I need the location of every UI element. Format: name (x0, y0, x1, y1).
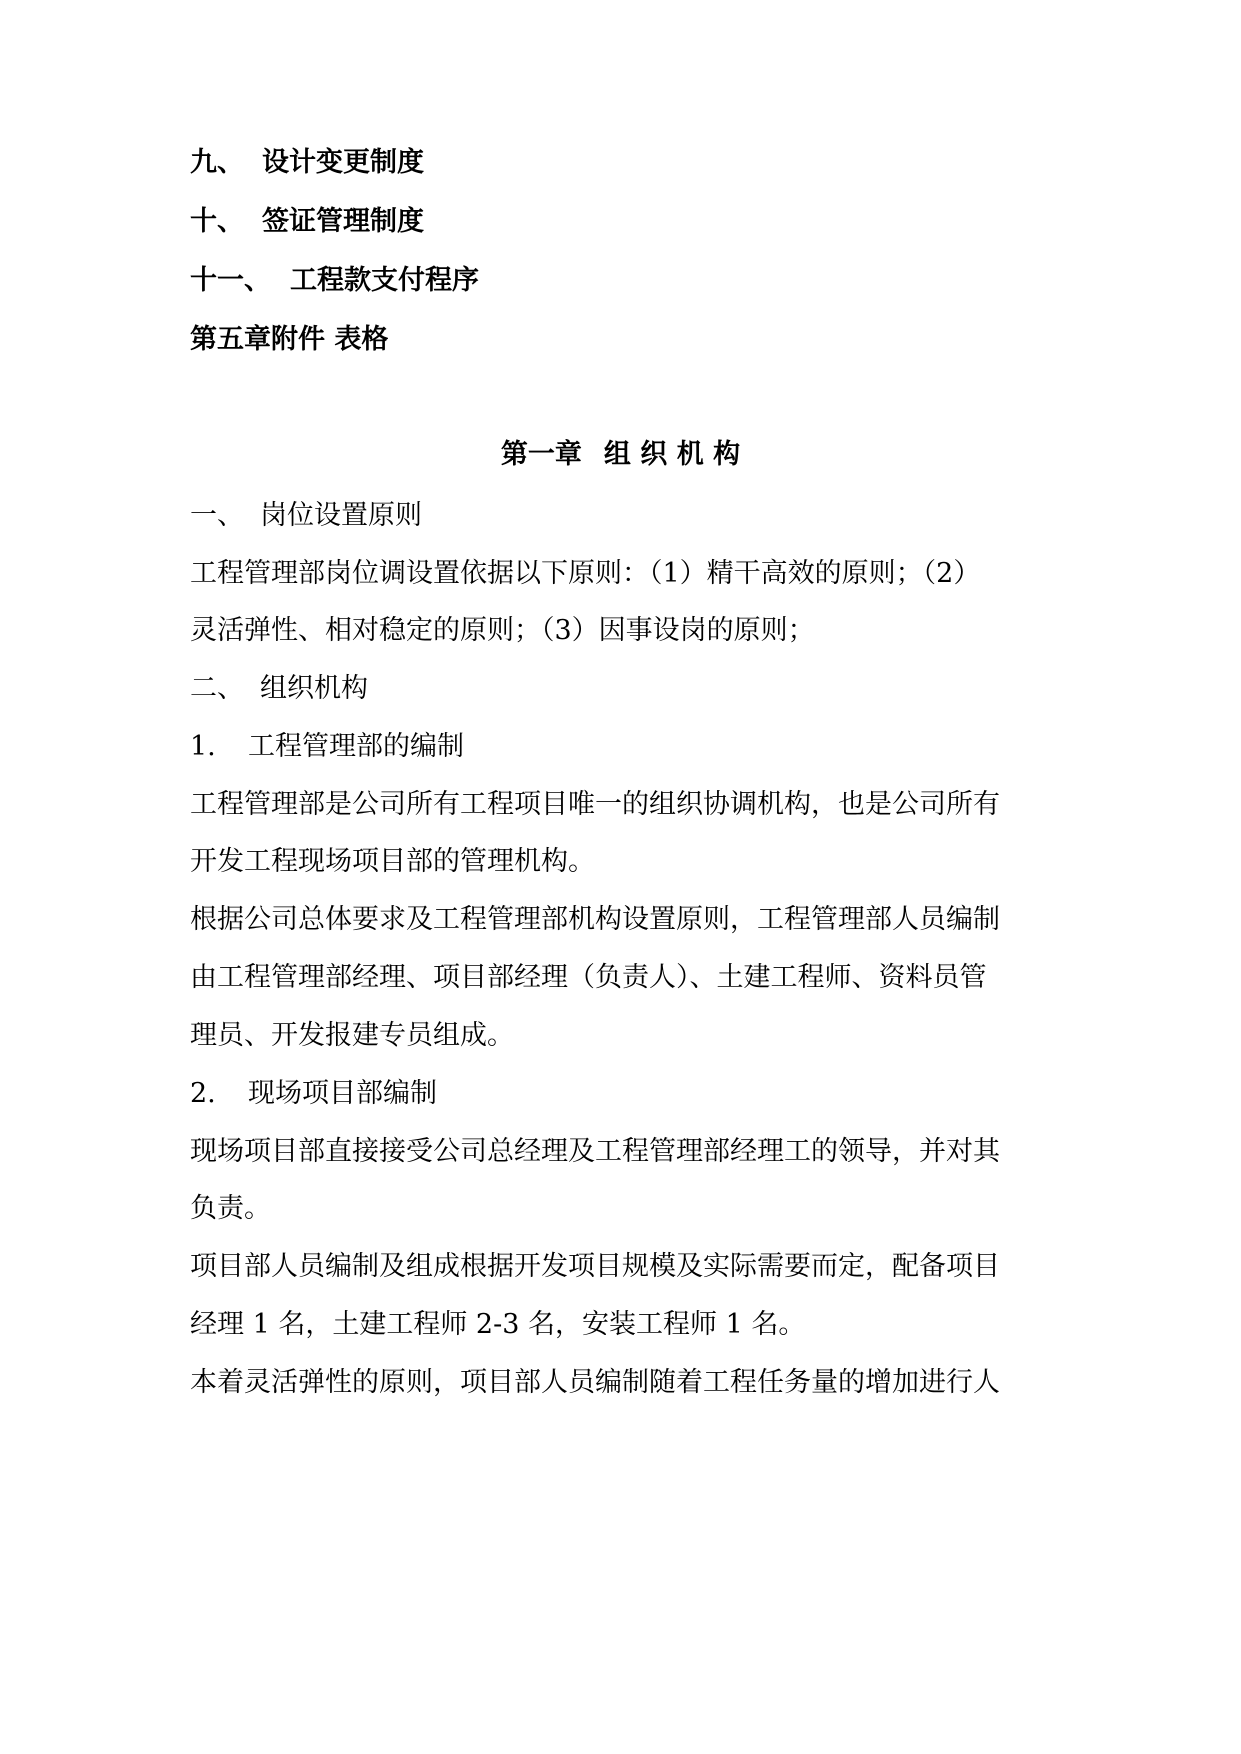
section-number: 二、 (190, 673, 244, 704)
toc-chapter-5: 第五章附件 表格 (190, 324, 389, 355)
paragraph-line: 项目部人员编制及组成根据开发项目规模及实际需要而定，配备项目 (190, 1251, 1000, 1282)
subsection-title: 现场项目部编制 (248, 1078, 437, 1109)
toc-item-10 (190, 205, 424, 239)
paragraph-line: 本着灵活弹性的原则，项目部人员编制随着工程任务量的增加进行人 (190, 1367, 1000, 1398)
subsection-number: 1. (190, 731, 216, 762)
toc-item-title: 工程款支付程序 (290, 265, 479, 296)
paragraph-line: 理员、开发报建专员组成。 (190, 1020, 514, 1051)
paragraph-line: 工程管理部岗位调设置依据以下原则：（1）精干高效的原则；（2） (190, 558, 981, 589)
toc-item-title: 签证管理制度 (262, 206, 424, 237)
toc-item-number: 十一、 (190, 265, 271, 296)
toc-item-title: 设计变更制度 (262, 147, 424, 178)
toc-item-11 (190, 264, 479, 298)
toc-item-number: 九、 (190, 147, 244, 178)
toc-item-9 (190, 146, 424, 180)
paragraph-line: 根据公司总体要求及工程管理部机构设置原则，工程管理部人员编制 (190, 904, 1000, 935)
subsection-heading (190, 730, 464, 764)
chapter-title (0, 438, 1241, 472)
chapter-name: 组 织 机 构 (603, 439, 741, 470)
section-heading (190, 672, 368, 706)
paragraph-line: 由工程管理部经理、项目部经理（负责人）、土建工程师、资料员管 (190, 962, 987, 993)
paragraph-line: 工程管理部是公司所有工程项目唯一的组织协调机构，也是公司所有 (190, 789, 1000, 820)
paragraph-line: 经理 1 名，土建工程师 2-3 名，安装工程师 1 名。 (190, 1309, 806, 1340)
subsection-heading (190, 1077, 437, 1111)
section-title: 组织机构 (260, 673, 368, 704)
paragraph-line: 开发工程现场项目部的管理机构。 (190, 846, 595, 877)
subsection-title: 工程管理部的编制 (248, 731, 464, 762)
paragraph-line: 灵活弹性、相对稳定的原则；（3）因事设岗的原则； (190, 615, 815, 646)
paragraph-line: 负责。 (190, 1193, 271, 1224)
toc-item-number: 十、 (190, 206, 244, 237)
chapter-label: 第一章 (500, 439, 582, 470)
section-number: 一、 (190, 500, 244, 531)
section-title: 岗位设置原则 (260, 500, 422, 531)
paragraph-line: 现场项目部直接接受公司总经理及工程管理部经理工的领导，并对其 (190, 1136, 1000, 1167)
section-heading (190, 499, 422, 533)
subsection-number: 2. (190, 1078, 216, 1109)
